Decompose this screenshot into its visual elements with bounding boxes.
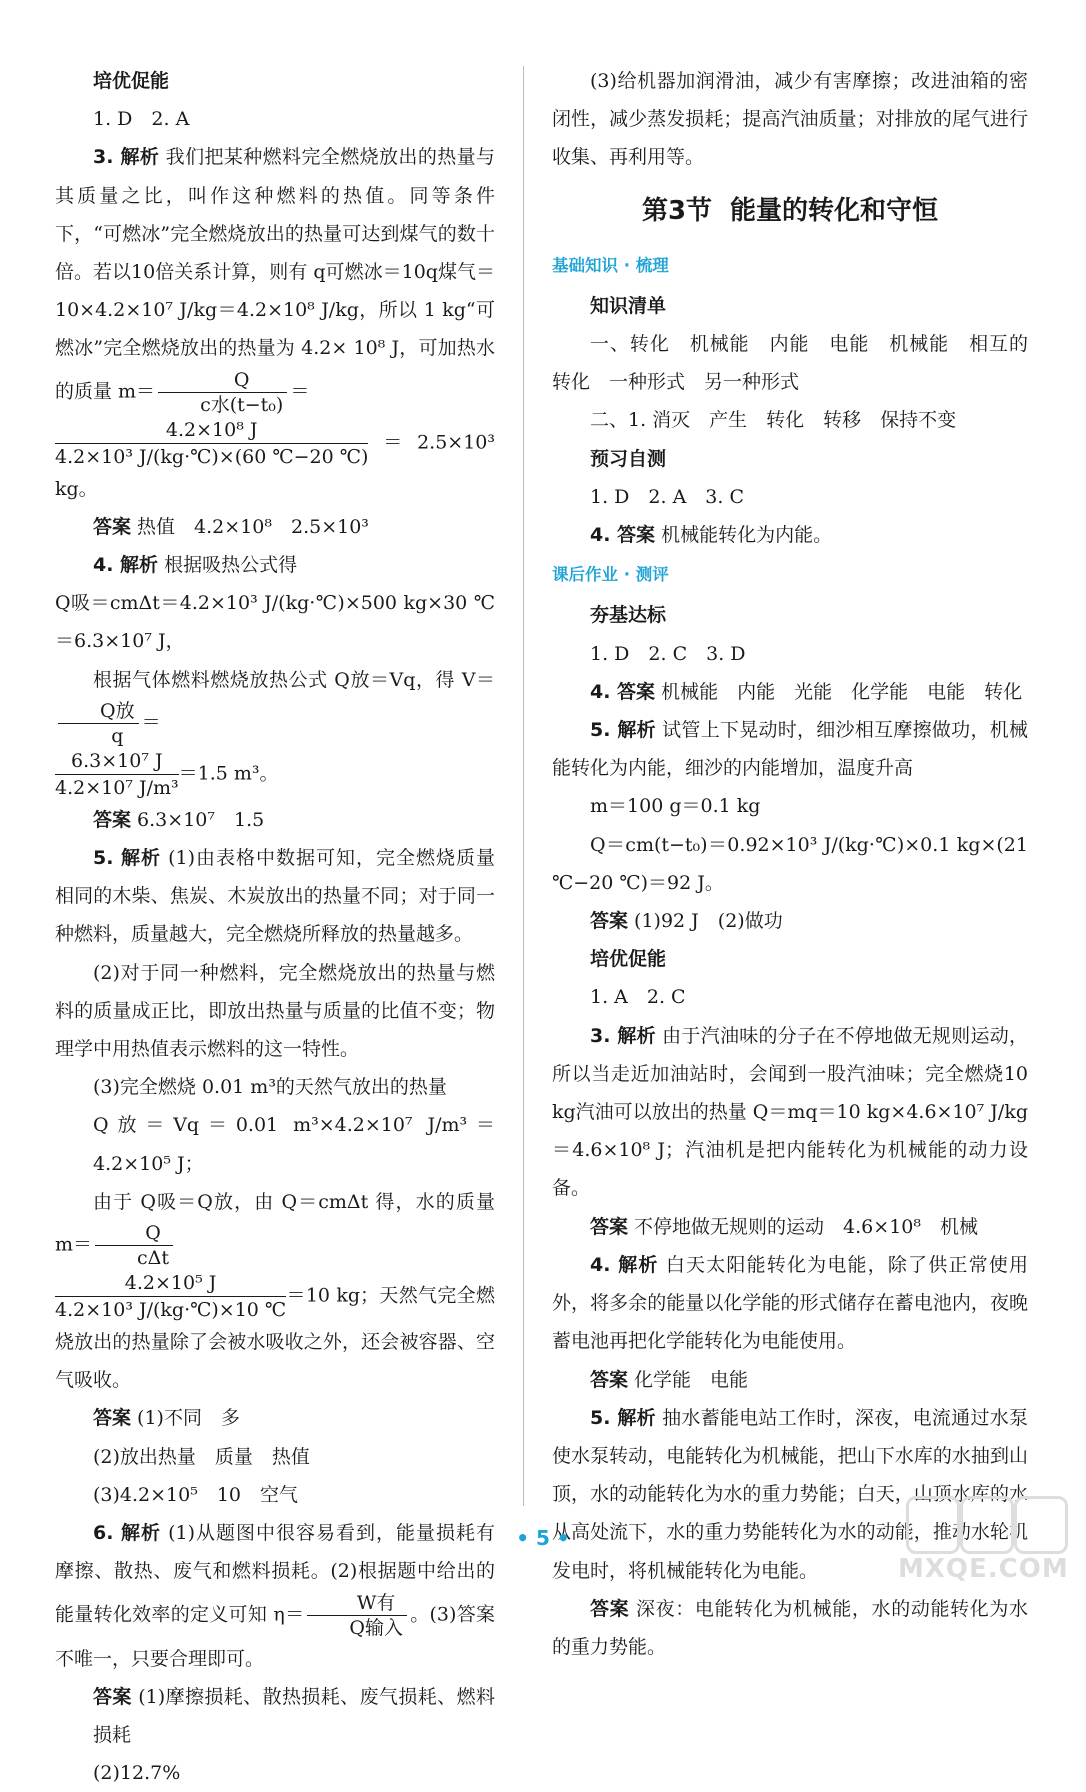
right-column	[552, 62, 1048, 1666]
hw-q5-eq2: Q＝cm(t−t₀)＝0.92×10³ J/(kg·℃)×0.1 kg×(21 ℃−20 ℃)＝92 J。	[552, 833, 1028, 894]
heading-zhishi: 知识清单	[590, 294, 667, 317]
q4-equation: Q吸＝cmΔt＝4.2×10³ J/(kg·℃)×500 kg×30 ℃＝6.3×10⁷ J，	[55, 592, 495, 653]
page-number: • 5 •	[516, 1526, 570, 1550]
q4-analysis: 4. 解析 根据吸热公式得	[93, 554, 298, 577]
hw-q5-eq1: m＝100 g＝0.1 kg	[590, 795, 761, 818]
hw-q5-analysis: 5. 解析 试管上下晃动时，细沙相互摩擦做功，机械能转化为内能，细沙的内能增加，温度升高	[552, 719, 1028, 780]
heading-peiyou: 培优促能	[93, 70, 170, 92]
q4-answer: 答案 6.3×10⁷ 1.5	[93, 808, 265, 831]
watermark-box-icon	[960, 1496, 1014, 1554]
peiyou-q3-answer: 答案 不停地做无规则的运动 4.6×10⁸ 机械	[590, 1215, 978, 1238]
section-title: 第3节 能量的转化和守恒	[641, 195, 939, 226]
section-homework: 课后作业 · 测评	[552, 565, 669, 585]
peiyou-q5-analysis: 5. 解析 抽水蓄能电站工作时，深夜，电流通过水泵使水泵转动，电能转化为机械能，把山下水库的水抽到山顶，水的动能转化为水的重力势能；白天，山顶水库的水从高处流下，水的重力势能转化为水的动能，推动水轮机发电时，将机械能转化为电能。	[552, 1406, 1028, 1582]
q5-equation: Q放＝Vq＝0.01 m³×4.2×10⁷ J/m³＝4.2×10⁵ J；	[93, 1114, 495, 1175]
q5-part3: (3)完全燃烧 0.01 m³的天然气放出的热量	[93, 1076, 447, 1099]
fraction: $\frac{Q}{\text{cΔt}}$	[95, 1221, 173, 1270]
q5-result: $\frac{\text{4.2×10⁵ J}}{\text{4.2×10³ J/(kg·℃)×10 ℃}}=10$ kg；天然气完全燃烧放出的热量除了会被水吸收之外，还会被容器、空气吸收。	[55, 1272, 495, 1392]
watermark-box-icon	[906, 1496, 960, 1554]
peiyou-q3-analysis: 3. 解析 由于汽油味的分子在不停地做无规则运动，所以当走近加油站时，会闻到一股汽油味；完全燃烧10 kg汽油可以放出的热量 Q＝mq＝10 kg×4.6×10⁷ J/kg＝4.6×10⁸ J；汽油机是把内能转化为机械能的动力设备。	[552, 1024, 1028, 1200]
watermark-box-icon	[1014, 1496, 1068, 1554]
peiyou-q5-answer: 答案 深夜：电能转化为机械能，水的动能转化为水的重力势能。	[552, 1597, 1028, 1658]
watermark-text: MXQE.COM	[898, 1554, 1069, 1584]
q5-answer: 答案 (1)不同 多	[93, 1407, 240, 1430]
heading-peiyou-right: 培优促能	[590, 948, 667, 971]
hw-q4: 4. 答案 机械能 内能 光能 化学能 电能 转化	[590, 680, 1023, 703]
peiyou-answers: 1. A 2. C	[590, 986, 686, 1009]
q6-analysis: 6. 解析 (1)从题图中很容易看到，能量损耗有摩擦、散热、废气和燃料损耗。(2)根据题中给出的能量转化效率的定义可知 η＝ $\frac{\text{W有}}{\text{Q输入}}$ 。(3)答案不唯一，只要合理即可。	[55, 1522, 495, 1670]
q5-analysis: 5. 解析 (1)由表格中数据可知，完全燃烧质量相同的木柴、焦炭、木炭放出的热量不同；对于同一种燃料，质量越大，完全燃烧所释放的热量越多。	[55, 847, 495, 946]
peiyou-q4-answer: 答案 化学能 电能	[590, 1368, 749, 1391]
fraction: $\frac{\text{6.3×10⁷ J}}{\text{4.2×10⁷ J/m³}}$	[55, 749, 179, 799]
hw-q5-answer: 答案 (1)92 J (2)做功	[590, 910, 783, 933]
fraction: $\frac{\text{4.2×10⁵ J}}{\text{4.2×10³ J/(kg·℃)×10 ℃}}$	[55, 1272, 287, 1322]
q3-formula: $\frac{\text{4.2×10⁸ J}}{\text{4.2×10³ J/(kg·℃)×(60 ℃−20 ℃)}}=2.5\times 10^3$ kg。	[55, 418, 495, 500]
watermark-logo	[898, 1492, 1068, 1592]
hw-answers: 1. D 2. C 3. D	[590, 642, 746, 665]
preview-q4: 4. 答案 机械能转化为内能。	[590, 524, 833, 547]
q3-analysis: 3. 解析 我们把某种燃料完全燃烧放出的热量与其质量之比，叫作这种燃料的热值。同等条件下，“可燃冰”完全燃烧放出的热量可达到煤气的数十倍。若以10倍关系计算，则有 q可燃冰＝10q煤气＝10×4.2×10⁷ J/kg＝4.2×10⁸ J/kg，所以 1 kg“可燃冰”完全燃烧放出的热量为 4.2× 10⁸ J，可加热水的质量 m＝ $\frac{Q}{\text{c水(t−t₀)}}$ ＝	[55, 146, 495, 416]
prev-q3-continued: (3)给机器加润滑油，减少有害摩擦；改进油箱的密闭性，减少蒸发损耗；提高汽油质量；对排放的尾气进行收集、再利用等。	[552, 70, 1028, 169]
fraction: $\frac{\text{4.2×10⁸ J}}{\text{4.2×10³ J/(kg·℃)×(60 ℃−20 ℃)}}$	[55, 418, 369, 468]
column-divider	[523, 66, 524, 1506]
q5-part2: (2)对于同一种燃料，完全燃烧放出的热量与燃料的质量成正比，即放出热量与质量的比值不变；物理学中用热值表示燃料的这一特性。	[55, 961, 495, 1061]
q6-answer: 答案 (1)摩擦损耗、散热损耗、废气损耗、燃料损耗	[93, 1685, 495, 1746]
q5-answer-2: (2)放出热量 质量 热值	[93, 1445, 310, 1468]
heading-duoji: 夯基达标	[590, 604, 667, 627]
preview-answers: 1. D 2. A 3. C	[590, 485, 744, 508]
knowledge-2: 二、1. 消灭 产生 转化 转移 保持不变	[590, 409, 957, 432]
q5-formula: 由于 Q吸＝Q放，由 Q＝cmΔt 得，水的质量 m＝ $\frac{Q}{\text{cΔt}}$	[55, 1190, 495, 1270]
answers-1-2: 1. D 2. A	[93, 108, 190, 131]
q4-formula: 根据气体燃料燃烧放热公式 Q放＝Vq，得 V＝ $\frac{\text{Q放}}{q}$ ＝	[55, 661, 495, 748]
fraction: $\frac{\text{W有}}{\text{Q输入}}$	[307, 1591, 407, 1640]
peiyou-q4-analysis: 4. 解析 白天太阳能转化为电能，除了供正常使用外，将多余的能量以化学能的形式储存在蓄电池内，夜晚蓄电池再把化学能转化为电能使用。	[552, 1253, 1028, 1353]
fraction: $\frac{Q}{\text{c水(t−t₀)}}$	[158, 368, 287, 417]
knowledge-1: 一、转化 机械能 内能 电能 机械能 相互的 转化 一种形式 另一种形式	[552, 333, 1048, 394]
q4-result: $\frac{\text{6.3×10⁷ J}}{\text{4.2×10⁷ J/m³}}=1.5$ m³。	[55, 749, 279, 799]
q3-answer: 答案 热值 4.2×10⁸ 2.5×10³	[93, 515, 369, 538]
q6-answer-2: (2)12.7%	[93, 1762, 181, 1785]
q5-answer-3: (3)4.2×10⁵ 10 空气	[93, 1483, 299, 1506]
heading-yuxi: 预习自测	[590, 447, 667, 470]
fraction: $\frac{\text{Q放}}{q}$	[58, 699, 139, 748]
section-basics: 基础知识 · 梳理	[552, 255, 669, 275]
